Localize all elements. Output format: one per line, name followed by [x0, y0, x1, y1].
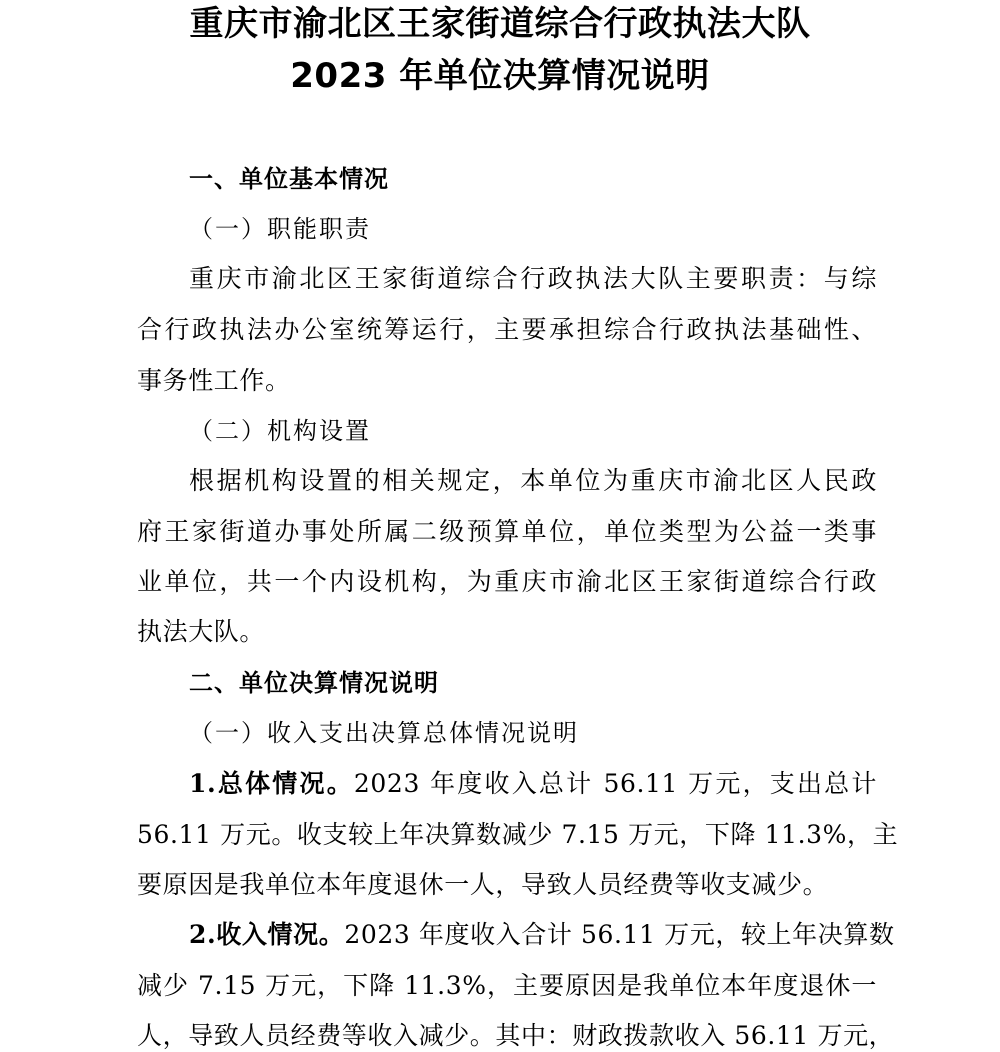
item-lead-income: 2.收入情况。 — [189, 920, 345, 949]
paragraph-line: 减少 7.15 万元，下降 11.3%，主要原因是我单位本年度退休一 — [137, 971, 877, 1000]
paragraph-line — [189, 918, 895, 952]
document-title-line-1: 重庆市渝北区王家街道综合行政执法大队 — [189, 4, 811, 44]
paragraph-line: 业单位，共一个内设机构，为重庆市渝北区王家街道综合行政 — [137, 567, 877, 596]
item-text: 2023 年度收入合计 56.11 万元，较上年决算数 — [344, 920, 895, 949]
document-title-line-2: 2023 年单位决算情况说明 — [290, 56, 710, 96]
paragraph-line — [189, 767, 877, 801]
paragraph-line: 执法大队。 — [137, 617, 266, 646]
paragraph-line: 合行政执法办公室统筹运行，主要承担综合行政执法基础性、 — [137, 315, 877, 344]
paragraph-line: 重庆市渝北区王家街道综合行政执法大队主要职责：与综 — [189, 264, 877, 293]
subsection-heading-income-expenditure: （一）收入支出决算总体情况说明 — [189, 719, 579, 747]
paragraph-line: 要原因是我单位本年度退休一人，导致人员经费等收支减少。 — [137, 870, 829, 899]
paragraph-line: 56.11 万元。收支较上年决算数减少 7.15 万元，下降 11.3%，主 — [137, 820, 899, 849]
section-heading-final-accounts: 二、单位决算情况说明 — [189, 669, 439, 697]
subsection-heading-functions: （一）职能职责 — [189, 215, 371, 243]
item-lead-overall: 1.总体情况。 — [189, 769, 354, 798]
subsection-heading-organization: （二）机构设置 — [189, 417, 371, 445]
item-text: 2023 年度收入总计 56.11 万元，支出总计 — [353, 769, 877, 798]
paragraph-line: 根据机构设置的相关规定，本单位为重庆市渝北区人民政 — [189, 466, 877, 495]
paragraph-line: 事务性工作。 — [137, 366, 291, 395]
section-heading-basic-info: 一、单位基本情况 — [189, 165, 389, 193]
paragraph-line: 人，导致人员经费等收入减少。其中：财政拨款收入 56.11 万元， — [137, 1021, 895, 1050]
paragraph-line: 府王家街道办事处所属二级预算单位，单位类型为公益一类事 — [137, 517, 877, 546]
